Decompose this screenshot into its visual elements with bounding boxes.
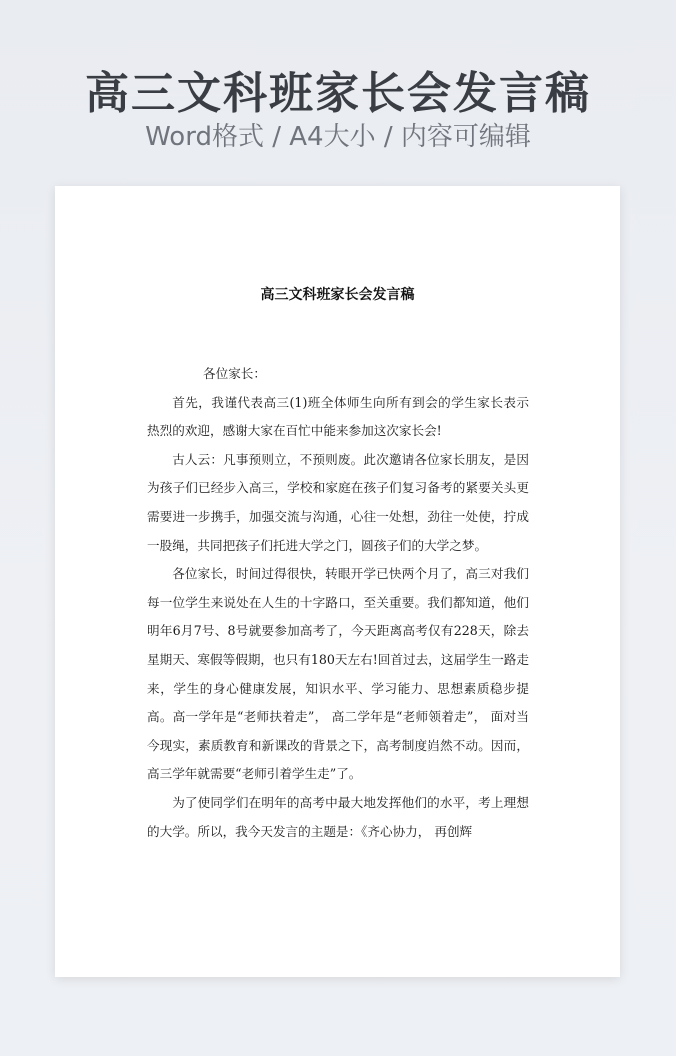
- banner-subtitle: Word格式 / A4大小 / 内容可编辑: [145, 122, 531, 152]
- document-page: [55, 186, 620, 977]
- paragraph-purpose: 古人云：凡事预则立，不预则废。此次邀请各位家长朋友，是因为孩子们已经步入高三，学校和家庭在孩子们复习备考的紧要关头更需要进一步携手，加强交流与沟通，心往一处想，劲往一处使，拧成一股绳，共同把孩子们托进大学之门，圆孩子们的大学之梦。: [147, 451, 529, 553]
- document-title: 高三文科班家长会发言稿: [260, 287, 415, 303]
- paragraph-welcome: 首先，我谨代表高三(1)班全体师生向所有到会的学生家长表示热烈的欢迎，感谢大家在百忙中能来参加这次家长会!: [147, 394, 529, 439]
- paragraph-theme: 为了使同学们在明年的高考中最大地发挥他们的水平，考上理想的大学。所以，我今天发言的主题是：《齐心协力， 再创辉: [147, 794, 529, 839]
- banner-title: 高三文科班家长会发言稿: [85, 68, 591, 119]
- document-body: [147, 360, 529, 846]
- greeting-line: 各位家长：: [203, 366, 266, 381]
- paragraph-timeline: 各位家长，时间过得很快，转眼开学已快两个月了，高三对我们每一位学生来说处在人生的十字路口，至关重要。我们都知道，他们明年6月7号、8号就要参加高考了，今天距离高考仅有228天，除去星期天、寒假等假期，也只有180天左右!回首过去，这届学生一路走来，学生的身心健康发展，知识水平、学习能力、思想素质稳步提高。高一学年是“老师扶着走”， 高二学年是“老师领着走”， 面对当今现实，素质教育和新课改的背景之下，高考制度岿然不动。因而，高三学年就需要“老师引着学生走”了。: [147, 566, 529, 782]
